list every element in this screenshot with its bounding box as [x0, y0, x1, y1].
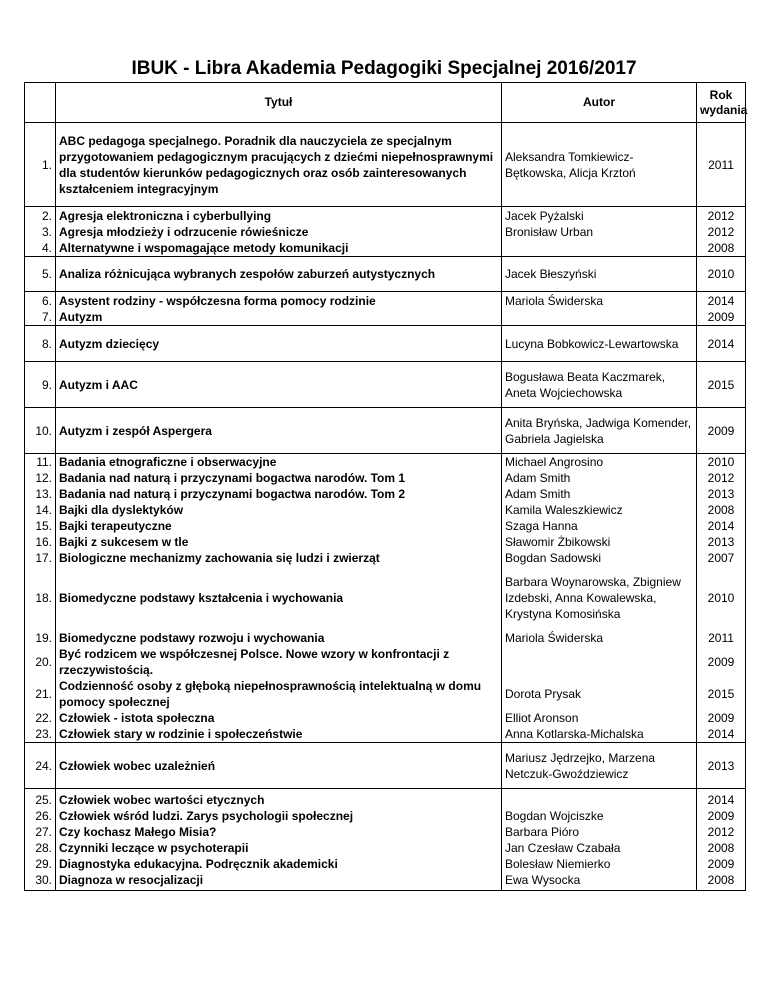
year-text: 2009: [707, 856, 735, 871]
author-text: [505, 240, 693, 256]
cell-year: [697, 454, 746, 743]
cell-year: [697, 362, 746, 408]
author-text: Adam Smith: [505, 487, 571, 501]
title-text: Człowiek - istota społeczna: [59, 711, 215, 725]
year-text: 2009: [707, 808, 735, 823]
num-text: 18.: [35, 591, 52, 605]
cell-author: [502, 292, 697, 326]
author-text: Jacek Pyżalski: [505, 208, 584, 223]
num-text: 6.: [41, 293, 52, 308]
author-text: Bronisław Urban: [505, 224, 594, 239]
page-title: IBUK - Libra Akademia Pedagogiki Specjalnej 2016/2017: [131, 58, 637, 79]
title-text: Biomedyczne podstawy rozwoju i wychowania: [59, 631, 325, 645]
author-text: Anita Bryńska, Jadwiga Komender, Gabriela Jagielska: [505, 415, 692, 446]
num-text: 8.: [41, 336, 52, 351]
header-row: [25, 83, 746, 123]
num-text: 13.: [35, 487, 52, 501]
year-text: 2009: [707, 655, 735, 669]
cell-num: [25, 743, 56, 789]
year-text: 2014: [707, 336, 735, 351]
title-text: Codzienność osoby z głęboką niepełnosprawnością intelektualną w domu pomocy społecznej: [59, 679, 482, 709]
author-text: Lucyna Bobkowicz-Lewartowska: [505, 336, 679, 351]
year-text: 2007: [707, 551, 735, 565]
year-text: 2008: [707, 872, 735, 887]
author-text: Jan Czesław Czabała: [505, 840, 621, 855]
num-text: 17.: [35, 551, 52, 565]
year-text: 2008: [707, 840, 735, 855]
num-text: 28.: [35, 840, 52, 855]
year-text: 2012: [707, 824, 735, 839]
year-text: 2009: [707, 711, 735, 725]
year-text: 2010: [707, 591, 735, 605]
year-text: 2010: [707, 455, 735, 469]
num-text: 27.: [35, 824, 52, 839]
num-text: 3.: [41, 224, 52, 239]
cell-num: [25, 207, 56, 257]
cell-num: [25, 326, 56, 362]
title-text: Człowiek wobec wartości etycznych: [59, 792, 265, 807]
cell-title: [56, 292, 502, 326]
year-text: 2008: [707, 240, 735, 255]
table-row-group: [25, 408, 746, 454]
year-text: 2013: [707, 487, 735, 501]
num-text: 24.: [35, 758, 52, 773]
author-text: Jacek Błeszyński: [505, 267, 597, 281]
author-text: [505, 792, 693, 808]
header-title: Tytuł: [56, 83, 502, 123]
num-text: 11.: [36, 455, 52, 469]
cell-author: [502, 326, 697, 362]
cell-year: [697, 123, 746, 207]
cell-author: [502, 207, 697, 257]
num-text: 7.: [41, 309, 52, 324]
title-text: Badania etnograficzne i obserwacyjne: [59, 455, 277, 469]
title-text: Agresja młodzieży i odrzucenie rówieśnicze: [59, 224, 309, 239]
num-text: 5.: [41, 267, 52, 281]
num-text: 16.: [35, 535, 52, 549]
num-text: 29.: [35, 856, 52, 871]
cell-year: [697, 408, 746, 454]
cell-title: [56, 743, 502, 789]
num-text: 2.: [41, 208, 52, 223]
table-row-group: [25, 743, 746, 789]
title-text: Diagnostyka edukacyjna. Podręcznik akademicki: [59, 856, 338, 871]
year-text: 2013: [707, 758, 735, 773]
author-text: Ewa Wysocka: [505, 872, 581, 887]
title-text: Badania nad naturą i przyczynami bogactwa narodów. Tom 1: [59, 471, 406, 485]
year-text: 2011: [708, 157, 734, 172]
author-text: Mariola Świderska: [505, 631, 604, 645]
num-text: 25.: [35, 792, 52, 807]
cell-title: [56, 362, 502, 408]
author-text: Adam Smith: [505, 471, 571, 485]
title-text: Biologiczne mechanizmy zachowania się ludzi i zwierząt: [59, 551, 380, 565]
year-text: 2008: [707, 503, 735, 517]
table-row-group: [25, 292, 746, 326]
cell-author: [502, 789, 697, 891]
author-text: [505, 309, 693, 325]
author-text: Bolesław Niemierko: [505, 856, 611, 871]
cell-year: [697, 743, 746, 789]
author-text: Szaga Hanna: [505, 519, 578, 533]
title-text: Bajki terapeutyczne: [59, 519, 172, 533]
cell-num: [25, 789, 56, 891]
cell-year: [697, 207, 746, 257]
title-text: Czy kochasz Małego Misia?: [59, 824, 217, 839]
title-text: Autyzm i zespół Aspergera: [59, 423, 212, 438]
cell-title: [56, 257, 502, 292]
year-text: 2009: [707, 423, 735, 438]
author-text: Aleksandra Tomkiewicz-Bętkowska, Alicja Krztoń: [505, 149, 636, 180]
cell-num: [25, 123, 56, 207]
title-text: Człowiek wobec uzależnień: [59, 758, 216, 773]
num-text: 26.: [35, 808, 52, 823]
author-text: Anna Kotlarska-Michalska: [505, 727, 644, 741]
num-text: 12.: [35, 471, 52, 485]
author-text: Mariusz Jędrzejko, Marzena Netczuk-Gwoździewicz: [505, 750, 656, 781]
title-text: Agresja elektroniczna i cyberbullying: [59, 208, 272, 223]
num-text: 21.: [35, 687, 52, 701]
cell-num: [25, 408, 56, 454]
title-text: Czynniki leczące w psychoterapii: [59, 840, 249, 855]
table-row-group: [25, 123, 746, 207]
author-text: Elliot Aronson: [505, 711, 579, 725]
title-text: Alternatywne i wspomagające metody komunikacji: [59, 240, 349, 255]
num-text: 14.: [35, 503, 52, 517]
year-text: 2015: [707, 687, 735, 701]
title-text: Analiza różnicująca wybranych zespołów zaburzeń autystycznych: [59, 267, 436, 281]
header-year: Rok wydania: [697, 83, 746, 123]
year-text: 2012: [707, 208, 735, 223]
title-text: Być rodzicem we współczesnej Polsce. Nowe wzory w konfrontacji z rzeczywistością.: [59, 647, 450, 677]
table-row-group: [25, 789, 746, 891]
cell-title: [56, 123, 502, 207]
num-text: 23.: [35, 727, 52, 741]
table-row-group: [25, 326, 746, 362]
num-text: 20.: [35, 655, 52, 669]
year-text: 2014: [707, 727, 735, 741]
cell-num: [25, 257, 56, 292]
cell-title: [56, 326, 502, 362]
cell-title: [56, 789, 502, 891]
cell-year: [697, 292, 746, 326]
num-text: 30.: [35, 872, 52, 887]
cell-title: [56, 207, 502, 257]
year-text: 2015: [707, 377, 735, 392]
cell-year: [697, 257, 746, 292]
author-text: Bogdan Wojciszke: [505, 808, 604, 823]
author-text: Sławomir Żbikowski: [505, 535, 611, 549]
author-text: Kamila Waleszkiewicz: [505, 503, 623, 517]
title-text: Badania nad naturą i przyczynami bogactwa narodów. Tom 2: [59, 487, 406, 501]
year-text: 2013: [707, 535, 735, 549]
table-body: [25, 123, 746, 891]
cell-num: [25, 454, 56, 743]
num-text: 9.: [41, 377, 52, 392]
author-text: Barbara Woynarowska, Zbigniew Izdebski, Anna Kowalewska, Krystyna Komosińska: [505, 575, 681, 621]
cell-author: [502, 454, 697, 743]
year-text: 2009: [707, 309, 735, 324]
table-row-group: [25, 257, 746, 292]
header-num: [25, 83, 56, 123]
year-text: 2012: [707, 471, 735, 485]
num-text: 10.: [35, 423, 52, 438]
author-text: Bogdan Sadowski: [505, 551, 602, 565]
author-text: Dorota Prysak: [505, 687, 582, 701]
book-table: [24, 82, 746, 891]
year-text: 2014: [707, 792, 735, 807]
title-text: Biomedyczne podstawy kształcenia i wychowania: [59, 591, 344, 605]
cell-title: [56, 408, 502, 454]
title-text: ABC pedagoga specjalnego. Poradnik dla nauczyciela ze specjalnym przygotowaniem pedagogicznym pracujących z dziećmi niepełnosprawnymi dla studentów kierunków pedagogicznych oraz osób zainteresowanych kształceniem integracyjnym: [59, 133, 494, 196]
title-text: Autyzm i AAC: [59, 377, 138, 392]
table-row-group: [25, 362, 746, 408]
title-text: Bajki z sukcesem w tle: [59, 535, 189, 549]
title-text: Diagnoza w resocjalizacji: [59, 872, 204, 887]
num-text: 19.: [35, 631, 52, 645]
cell-author: [502, 257, 697, 292]
num-text: 15.: [35, 519, 52, 533]
num-text: 22.: [35, 711, 52, 725]
cell-author: [502, 123, 697, 207]
title-text: Człowiek wśród ludzi. Zarys psychologii społecznej: [59, 808, 354, 823]
year-text: 2011: [708, 631, 734, 645]
cell-num: [25, 292, 56, 326]
num-text: 1.: [41, 157, 52, 172]
year-text: 2014: [707, 293, 735, 308]
header-author: Autor: [502, 83, 697, 123]
cell-year: [697, 789, 746, 891]
title-text: Bajki dla dyslektyków: [59, 503, 184, 517]
table-row-group: [25, 207, 746, 257]
cell-num: [25, 362, 56, 408]
cell-author: [502, 408, 697, 454]
year-text: 2014: [707, 519, 735, 533]
title-text: Człowiek stary w rodzinie i społeczeństwie: [59, 727, 303, 741]
title-text: Autyzm: [59, 309, 103, 324]
year-text: 2012: [707, 224, 735, 239]
author-text: Barbara Pióro: [505, 824, 580, 839]
title-text: Asystent rodziny - współczesna forma pomocy rodzinie: [59, 293, 376, 308]
cell-author: [502, 743, 697, 789]
title-text: Autyzm dziecięcy: [59, 336, 160, 351]
table-row-group: [25, 454, 746, 743]
cell-title: [56, 454, 502, 743]
num-text: 4.: [41, 240, 52, 255]
author-text: Bogusława Beata Kaczmarek, Aneta Wojciechowska: [505, 369, 666, 400]
cell-author: [502, 362, 697, 408]
year-text: 2010: [707, 267, 735, 281]
author-text: [505, 646, 693, 678]
cell-year: [697, 326, 746, 362]
author-text: Mariola Świderska: [505, 293, 604, 308]
author-text: Michael Angrosino: [505, 455, 604, 469]
